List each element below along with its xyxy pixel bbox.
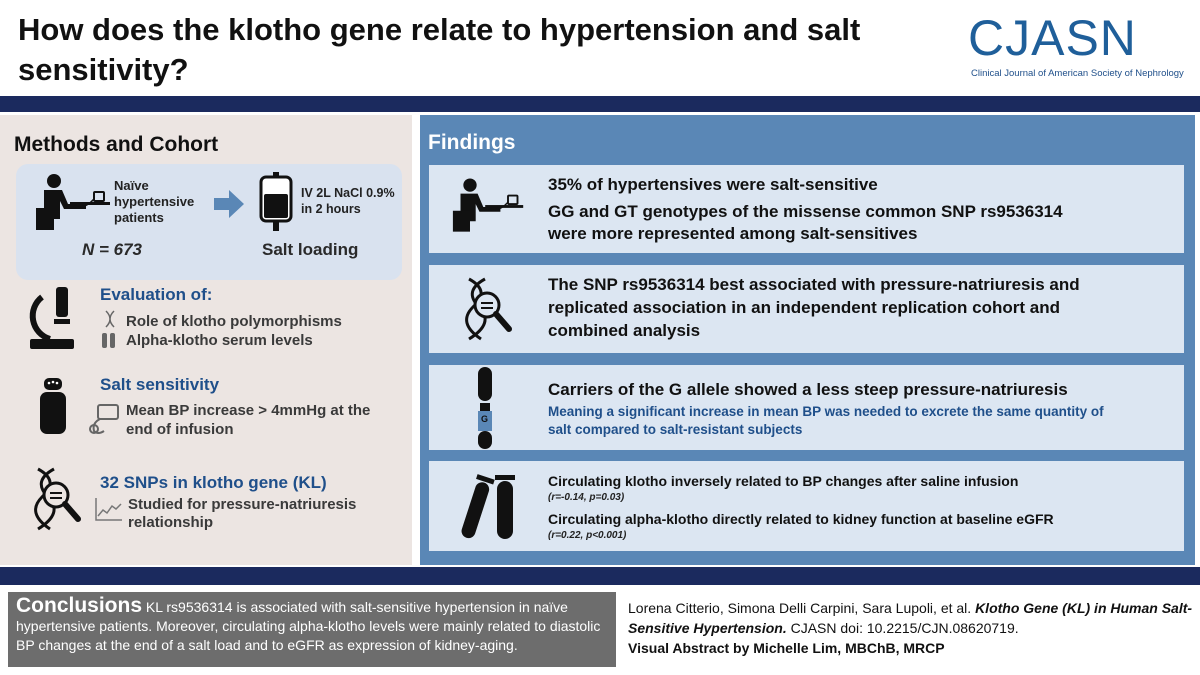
brand-subtitle: Clinical Journal of American Society of Nephrology: [971, 68, 1184, 79]
finding-4-stat2: (r=0.22, p<0.001): [548, 530, 627, 541]
salt-sensitivity-heading: Salt sensitivity: [100, 375, 220, 394]
test-tubes-icon: [100, 333, 118, 349]
finding-3-sub2: salt compared to salt-resistant subjects: [548, 422, 803, 437]
chromosome-icon: [477, 367, 493, 449]
citation: [628, 598, 1193, 658]
citation-journal-doi: CJASN doi: 10.2215/CJN.08620719.: [786, 620, 1019, 636]
evaluation-item2: Alpha-klotho serum levels: [126, 332, 313, 349]
arrow-right-icon: [214, 190, 244, 218]
finding-1-line1: 35% of hypertensives were salt-sensitive: [548, 175, 878, 194]
snps-line1: Studied for pressure-natriuresis: [128, 496, 357, 513]
finding-1-line2: GG and GT genotypes of the missense common SNP rs9536314: [548, 202, 1063, 221]
finding-2-line1: The SNP rs9536314 best associated with pressure-natriuresis and: [548, 275, 1080, 294]
patient-at-desk-icon: [451, 175, 527, 237]
citation-credit: Visual Abstract by Michelle Lim, MBChB, MRCP: [628, 640, 945, 656]
conclusions-text-block: [8, 592, 616, 659]
finding-2-line3: combined analysis: [548, 321, 701, 340]
cohort-size: N = 673: [82, 240, 143, 259]
salt-sensitivity-line1: Mean BP increase > 4mmHg at the: [126, 402, 371, 419]
citation-authors: Lorena Citterio, Simona Delli Carpini, Sara Lupoli, et al.: [628, 600, 976, 616]
infusion-line2: in 2 hours: [301, 202, 361, 216]
page-title: How does the klotho gene relate to hypertension and salt sensitivity?: [18, 12, 861, 87]
finding-4: [429, 461, 1184, 551]
conclusions-label: Conclusions: [16, 594, 143, 617]
finding-4-stat1: (r=-0.14, p=0.03): [548, 492, 625, 503]
methods-title: Methods and Cohort: [14, 133, 219, 156]
infusion-line1: IV 2L NaCl 0.9%: [301, 186, 395, 200]
patients-label-line2: hypertensive: [114, 194, 195, 209]
finding-3-main: Carriers of the G allele showed a less steep pressure-natriuresis: [548, 380, 1068, 399]
header: [0, 0, 1200, 96]
salt-shaker-icon: [38, 378, 68, 434]
citation-article-title: Klotho Gene (KL) in Human Salt-Sensitive Hypertension.: [628, 600, 1193, 636]
findings-panel: [420, 115, 1195, 565]
brand-logo: CJASN: [968, 10, 1137, 66]
finding-3: [429, 365, 1184, 450]
test-tubes-icon: [455, 475, 521, 541]
bp-cuff-icon: [88, 403, 120, 435]
conclusions-box: [8, 592, 616, 667]
chromosome-label: G: [481, 414, 489, 424]
snps-line2: relationship: [128, 514, 214, 531]
conclusions-text: KL rs9536314 is associated with salt-sensitive hypertension in naïve hypertensive patients. Moreover, circulating alpha-klotho levels were mainly related to diastolic BP changes at the end of a salt load and to eGFR as expression of kidney-aging.: [16, 599, 601, 653]
salt-loading-label: Salt loading: [262, 240, 359, 259]
dna-magnifier-icon: [461, 277, 517, 341]
brand: [968, 12, 1193, 79]
trend-chart-icon: [94, 498, 122, 522]
dna-icon: [104, 311, 116, 327]
finding-4-line2: Circulating alpha-klotho directly related to kidney function at baseline eGFR: [548, 511, 1054, 527]
evaluation-item1: Role of klotho polymorphisms: [126, 313, 342, 330]
iv-bag-icon: [259, 172, 293, 232]
snps-heading: 32 SNPs in klotho gene (KL): [100, 473, 327, 492]
finding-1-line3: were more represented among salt-sensitives: [548, 224, 918, 243]
methods-panel: [0, 115, 412, 565]
finding-1: [429, 165, 1184, 253]
microscope-icon: [28, 287, 74, 349]
finding-2-line2: replicated association in an independent replication cohort and: [548, 298, 1060, 317]
patient-at-desk-icon: [34, 172, 114, 234]
patients-label-line3: patients: [114, 210, 164, 225]
top-divider-bar: [0, 96, 1200, 112]
finding-3-sub1: Meaning a significant increase in mean BP was needed to excrete the same quantity of: [548, 404, 1104, 419]
finding-4-line1: Circulating klotho inversely related to BP changes after saline infusion: [548, 473, 1019, 489]
findings-title: Findings: [428, 131, 516, 154]
bottom-divider-bar: [0, 567, 1200, 585]
evaluation-heading: Evaluation of:: [100, 285, 213, 304]
cohort-box: [16, 164, 402, 280]
salt-sensitivity-line2: end of infusion: [126, 421, 234, 438]
finding-2: [429, 265, 1184, 353]
patients-label-line1: Naïve: [114, 178, 149, 193]
dna-magnifier-icon: [30, 467, 86, 531]
